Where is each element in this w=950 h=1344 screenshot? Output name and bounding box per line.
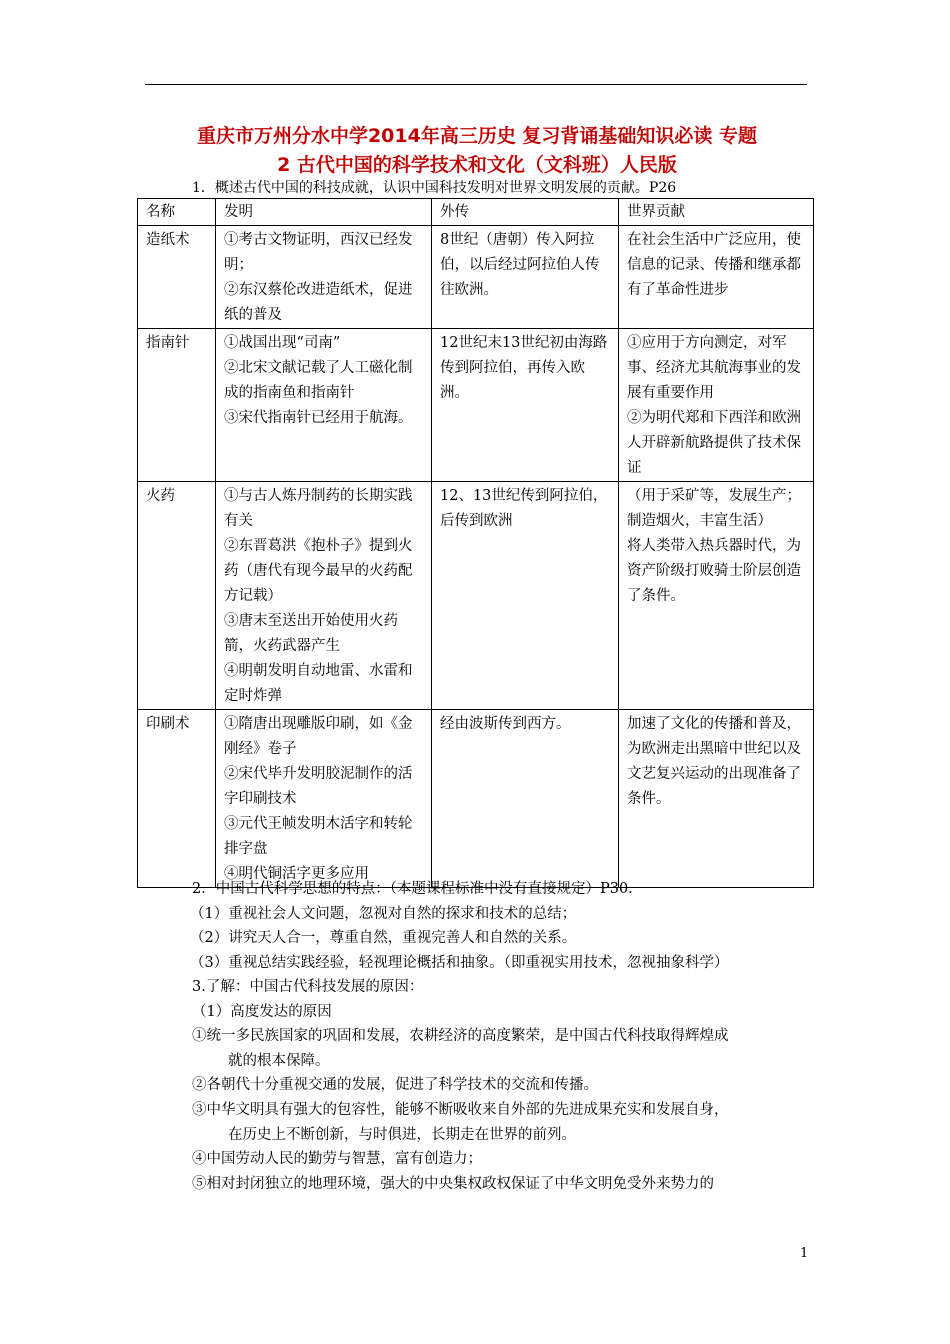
section-2-item: （2）讲究天人合一，尊重自然，重视完善人和自然的关系。 [190,930,577,947]
invention-item: ④明代铜活字更多应用 [224,866,369,882]
invention-item: ②东汉蔡伦改进造纸术，促进纸的普及 [224,282,413,323]
header-name: 名称 [138,199,216,226]
contribution-cell [619,710,814,888]
invention-item: ③唐末至送出开始使用火药箭，火药武器产生 [224,613,398,654]
table-row [138,482,814,710]
title-line-1: 重庆市万州分水中学2014年高三历史 复习背诵基础知识必读 专题 [196,125,758,147]
contribution-item: （用于采矿等，发展生产；制造烟火，丰富生活） [627,488,801,529]
invention-item: ①考古文物证明，西汉已经发明； [224,232,413,273]
section-3 [192,975,812,1196]
contribution-item: 为欧洲走出黑暗中世纪以及文艺复兴运动的出现准备了条件。 [627,741,801,807]
invention-cell [216,710,432,888]
invention-item: ②东晋葛洪《抱朴子》提到火药（唐代有现今最早的火药配方记载） [224,538,413,604]
inventions-table [137,198,814,888]
row-name-gunpowder: 火药 [138,482,216,710]
header-contribution: 世界贡献 [619,199,814,226]
spread-item: 12、13世纪传到阿拉伯，后传到欧洲 [440,488,608,529]
contribution-item: 加速了文化的传播和普及， [627,716,801,732]
spread-cell [432,710,619,888]
invention-item: ③元代王帧发明木活字和转轮排字盘 [224,816,413,857]
contribution-item: ②为明代郑和下西洋和欧洲人开辟新航路提供了技术保证 [627,410,801,476]
spread-item: 经由波斯传到西方。 [440,716,571,732]
row-name-printing: 印刷术 [138,710,216,888]
section-3-item-cont: 就的根本保障。 [228,1052,330,1069]
section-3-item: ④中国劳动人民的勤劳与智慧，富有创造力； [192,1151,482,1168]
document-title [132,122,822,180]
section-2-heading: 2．中国古代科学思想的特点：（本题课程标准中没有直接规定）P30. [192,881,633,897]
row-name-paper: 造纸术 [138,226,216,329]
title-line-2: 2 古代中国的科学技术和文化（文科班）人民版 [277,154,677,176]
section-2 [192,877,812,975]
section-3-item-cont: 在历史上不断创新，与时俱进，长期走在世界的前列。 [228,1126,576,1143]
contribution-item: 在社会生活中广泛应用，使信息的记录、传播和继承都有了革命性进步 [627,232,801,298]
contribution-cell [619,482,814,710]
section-3-item: ①统一多民族国家的巩固和发展，农耕经济的高度繁荣，是中国古代科技取得辉煌成 [192,1028,729,1045]
contribution-item: 将人类带入热兵器时代，为资产阶级打败骑士阶层创造了条件。 [627,538,801,604]
spread-item: 8世纪（唐朝）传入阿拉伯，以后经过阿拉伯人传往欧洲。 [440,232,600,298]
section-3-heading: 3.了解：中国古代科技发展的原因： [192,979,424,995]
contribution-cell [619,329,814,482]
invention-item: ②北宋文献记载了人工磁化制成的指南鱼和指南针 [224,360,413,401]
invention-item: ③宋代指南针已经用于航海。 [224,410,413,426]
contribution-cell [619,226,814,329]
row-name-compass: 指南针 [138,329,216,482]
table-header-row [138,199,814,226]
section-3-subheading: （1）高度发达的原因 [192,1003,332,1020]
invention-cell [216,226,432,329]
question-1: 1．概述古代中国的科技成就，认识中国科技发明对世界文明发展的贡献。P26 [192,180,677,196]
page-number: 1 [800,1246,809,1261]
invention-item: ②宋代毕升发明胶泥制作的活字印刷技术 [224,766,413,807]
spread-cell [432,482,619,710]
invention-cell [216,329,432,482]
spread-item: 12世纪末13世纪初由海路传到阿拉伯，再传入欧洲。 [440,335,608,401]
section-3-item: ⑤相对封闭独立的地理环境，强大的中央集权政权保证了中华文明免受外来势力的 [192,1175,714,1192]
header-spread: 外传 [432,199,619,226]
section-3-item: ③中华文明具有强大的包容性，能够不断吸收来自外部的先进成果充实和发展自身， [192,1101,729,1118]
table-row [138,329,814,482]
invention-item: ④明朝发明自动地雷、水雷和定时炸弹 [224,663,413,704]
table-row [138,226,814,329]
invention-item: ①与古人炼丹制药的长期实践有关 [224,488,413,529]
section-2-item: （3）重视总结实践经验，轻视理论概括和抽象。（即重视实用技术，忽视抽象科学） [190,954,729,971]
invention-item: ①战国出现“司南” [224,335,341,351]
contribution-item: ①应用于方向测定，对军事、经济尤其航海事业的发展有重要作用 [627,335,801,401]
header-rule [145,84,807,85]
section-3-item: ②各朝代十分重视交通的发展，促进了科学技术的交流和传播。 [192,1077,598,1094]
section-2-item: （1）重视社会人文问题，忽视对自然的探求和技术的总结； [190,905,577,922]
spread-cell [432,226,619,329]
invention-item: ①隋唐出现雕版印刷，如《金刚经》卷子 [224,716,413,757]
table-row [138,710,814,888]
invention-cell [216,482,432,710]
header-invention: 发明 [216,199,432,226]
spread-cell [432,329,619,482]
